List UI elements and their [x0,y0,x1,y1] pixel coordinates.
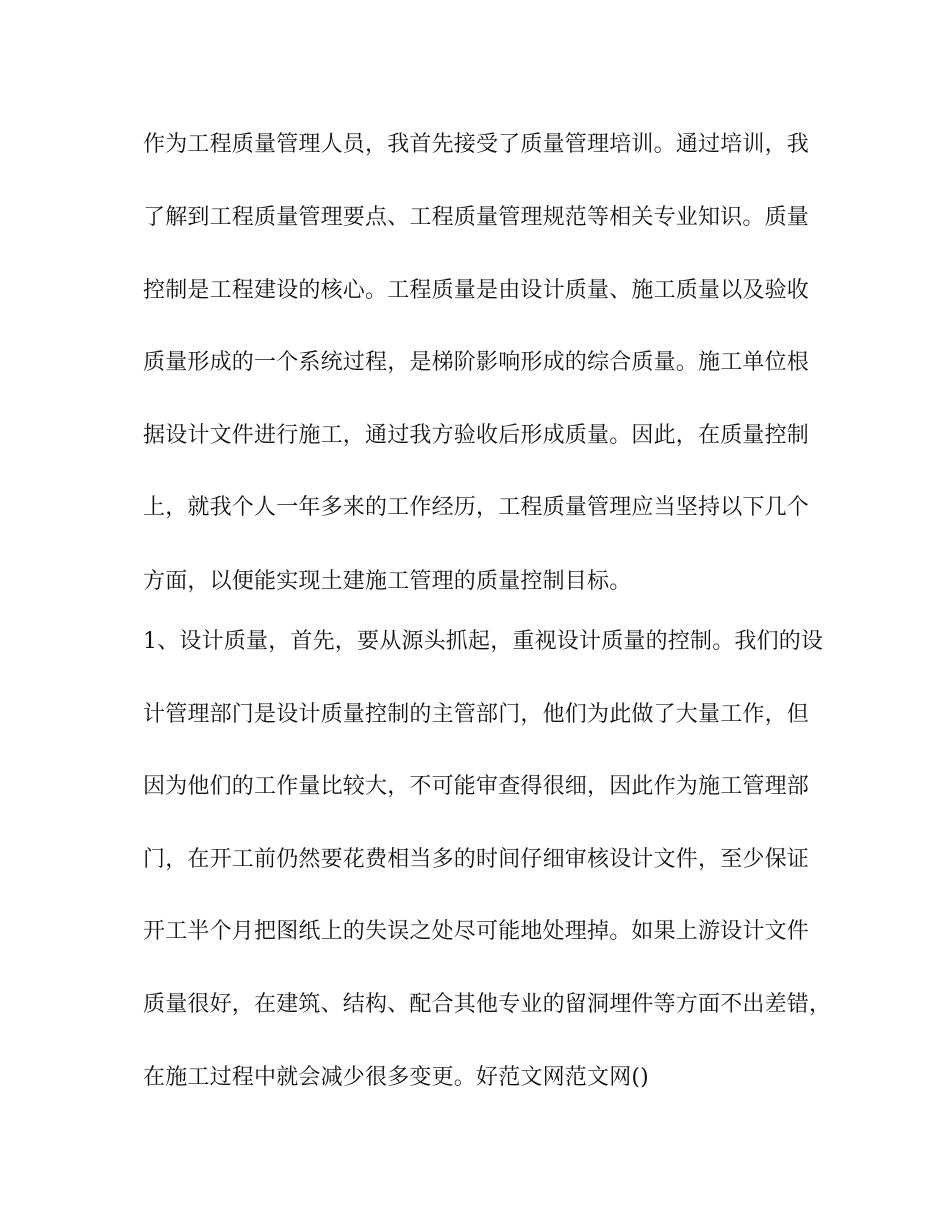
text-line-4: 质量形成的一个系统过程，是梯阶影响形成的综合质量。施工单位根 [143,350,810,375]
text-line-7: 方面，以便能实现土建施工管理的质量控制目标。 [143,569,632,594]
text-line-1: 作为工程质量管理人员，我首先接受了质量管理培训。通过培训，我 [143,132,810,157]
text-line-13: 质量很好，在建筑、结构、配合其他专业的留洞埋件等方面不出差错， [143,992,832,1017]
text-line-14: 在施工过程中就会减少很多变更。好范文网范文网() [143,1065,649,1090]
text-line-8: 1、设计质量，首先，要从源头抓起，重视设计质量的控制。我们的设 [143,629,824,654]
text-line-10: 因为他们的工作量比较大，不可能审查得很细，因此作为施工管理部 [143,774,810,799]
text-line-3: 控制是工程建设的核心。工程质量是由设计质量、施工质量以及验收 [143,278,810,303]
text-line-12: 开工半个月把图纸上的失误之处尽可能地处理掉。如果上游设计文件 [143,919,810,944]
text-line-11: 门，在开工前仍然要花费相当多的时间仔细审核设计文件，至少保证 [143,847,810,872]
text-line-2: 了解到工程质量管理要点、工程质量管理规范等相关专业知识。质量 [143,205,810,230]
text-line-5: 据设计文件进行施工，通过我方验收后形成质量。因此，在质量控制 [143,423,810,448]
text-line-9: 计管理部门是设计质量控制的主管部门，他们为此做了大量工作，但 [143,702,810,727]
text-line-6: 上，就我个人一年多来的工作经历，工程质量管理应当坚持以下几个 [143,495,810,520]
